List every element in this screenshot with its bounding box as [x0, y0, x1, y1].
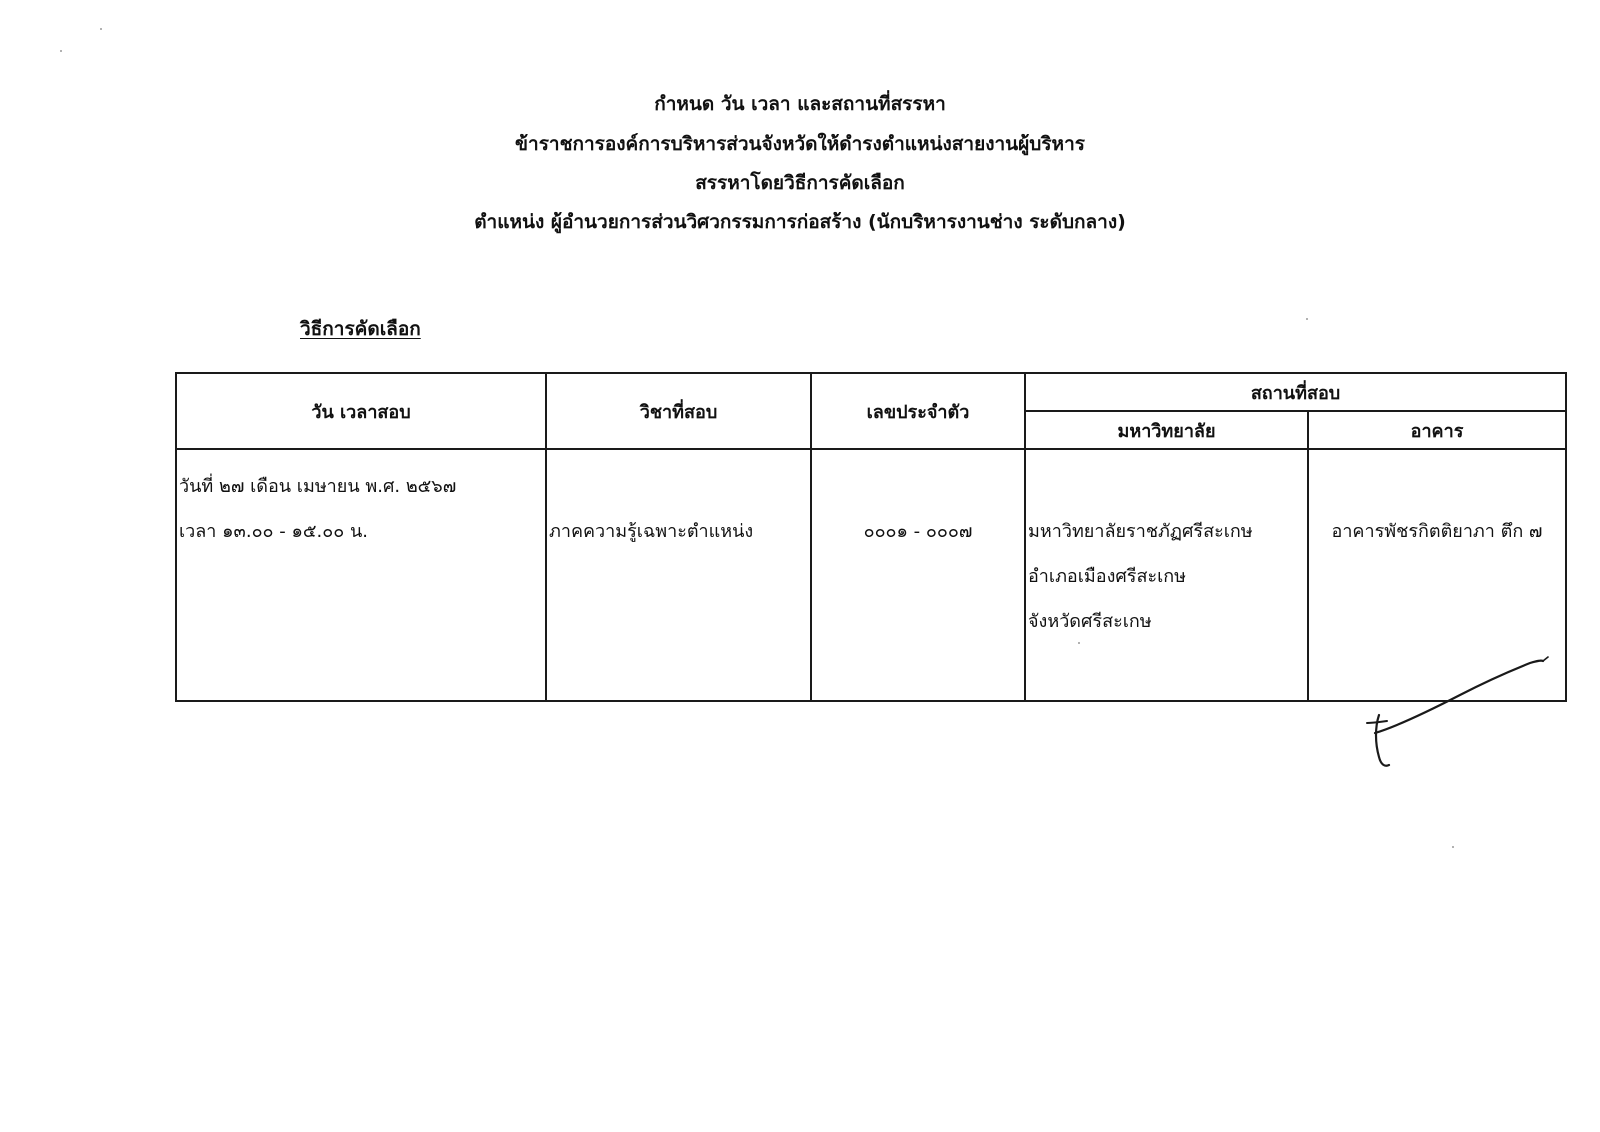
exam-time: เวลา ๑๓.๐๐ - ๑๕.๐๐ น.: [179, 521, 368, 542]
title-line-4: ตำแหน่ง ผู้อำนวยการส่วนวิศวกรรมการก่อสร้าง (นักบริหารงานช่าง ระดับกลาง): [474, 211, 1126, 233]
cell-id-range: [811, 449, 1025, 701]
scan-speck: [60, 50, 62, 52]
university-province: จังหวัดศรีสะเกษ: [1028, 611, 1152, 632]
scan-speck: [1306, 318, 1308, 320]
exam-subject: ภาคความรู้เฉพาะตำแหน่ง: [549, 521, 754, 542]
title-line-1: กำหนด วัน เวลา และสถานที่สรรหา: [654, 93, 946, 115]
header-building: อาคาร: [1308, 411, 1566, 449]
header-datetime: วัน เวลาสอบ: [176, 373, 546, 449]
scan-speck: [1452, 846, 1454, 848]
university-name: มหาวิทยาลัยราชภัฏศรีสะเกษ: [1028, 521, 1253, 542]
handwritten-signature: [1365, 655, 1565, 785]
title-line-3: สรรหาโดยวิธีการคัดเลือก: [695, 172, 905, 194]
id-range: ๐๐๐๑ - ๐๐๐๗: [863, 521, 973, 542]
exam-date: วันที่ ๒๗ เดือน เมษายน พ.ศ. ๒๕๖๗: [179, 476, 457, 497]
section-title: วิธีการคัดเลือก: [300, 318, 421, 340]
header-id-number: เลขประจำตัว: [811, 373, 1025, 449]
scan-speck: [100, 28, 102, 30]
table-row: [176, 449, 1566, 701]
cell-university: [1025, 449, 1308, 701]
header-venue: สถานที่สอบ: [1025, 373, 1566, 411]
header-university: มหาวิทยาลัย: [1025, 411, 1308, 449]
header-subject: วิชาที่สอบ: [546, 373, 811, 449]
university-district: อำเภอเมืองศรีสะเกษ: [1028, 566, 1187, 587]
scan-speck: [1078, 642, 1080, 644]
title-line-2: ข้าราชการองค์การบริหารส่วนจังหวัดให้ดำรงตำแหน่งสายงานผู้บริหาร: [515, 133, 1085, 155]
exam-schedule-table: [175, 372, 1567, 702]
cell-datetime: [176, 449, 546, 701]
building-name: อาคารพัชรกิตติยาภา ตึก ๗: [1331, 521, 1543, 542]
cell-subject: [546, 449, 811, 701]
